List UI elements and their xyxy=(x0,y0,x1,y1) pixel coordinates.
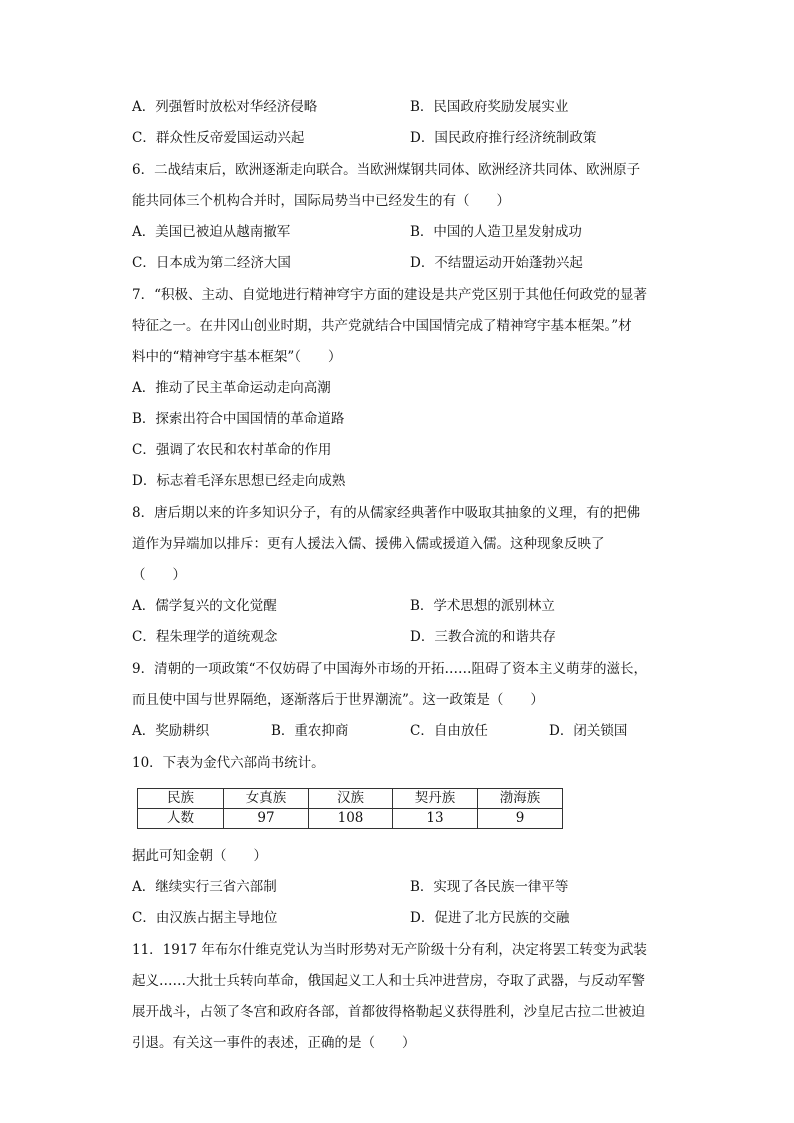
q6-option-a: A．美国已被迫从越南撤军 xyxy=(132,224,291,240)
table-cell: 人数 xyxy=(138,809,224,829)
table-header-cell: 汉族 xyxy=(309,789,393,809)
table-row xyxy=(138,809,563,829)
table-cell: 13 xyxy=(393,809,478,829)
table-cell: 108 xyxy=(309,809,393,829)
q6-stem-line1: 6．二战结束后，欧洲逐渐走向联合。当欧洲煤钢共同体、欧洲经济共同体、欧洲原子 xyxy=(132,162,641,178)
q6-option-b: B．中国的人造卫星发射成功 xyxy=(410,224,582,240)
q6-stem-line2: 能共同体三个机构合并时，国际局势当中已经发生的有（ ） xyxy=(132,193,510,209)
q9-stem-line2: 而且使中国与世界隔绝，逐渐落后于世界潮流”。这一政策是（ ） xyxy=(132,692,544,708)
q6-option-c: C．日本成为第二经济大国 xyxy=(132,255,291,271)
q9-stem-line1: 9．清朝的一项政策“不仅妨碍了中国海外市场的开拓……阻碍了资本主义萌芽的滋长， xyxy=(132,661,647,677)
table-cell: 9 xyxy=(478,809,563,829)
q5-option-c: C．群众性反帝爱国运动兴起 xyxy=(132,130,305,146)
q9-option-a: A．奖励耕织 xyxy=(132,723,210,739)
q7-option-d: D．标志着毛泽东思想已经走向成熟 xyxy=(132,473,346,489)
q5-option-a: A．列强暂时放松对华经济侵略 xyxy=(132,99,318,115)
table-header-cell: 契丹族 xyxy=(393,789,478,809)
q8-stem-line1: 8．唐后期以来的许多知识分子，有的从儒家经典著作中吸取其抽象的义理，有的把佛 xyxy=(132,505,641,521)
table-cell: 97 xyxy=(224,809,309,829)
q8-stem-line3: （ ） xyxy=(132,567,186,583)
q11-stem-line1: 11．1917 年布尔什维克党认为当时形势对无产阶级十分有利，决定将罢工转变为武装 xyxy=(132,942,647,958)
table-header-cell: 渤海族 xyxy=(478,789,563,809)
q9-option-c: C．自由放任 xyxy=(410,723,488,739)
q8-option-b: B．学术思想的派别林立 xyxy=(410,598,555,614)
q6-option-d: D．不结盟运动开始蓬勃兴起 xyxy=(410,255,583,271)
q7-option-b: B．探索出符合中国国情的革命道路 xyxy=(132,411,345,427)
q7-stem-line1: 7．“积极、主动、自觉地进行精神穹宇方面的建设是共产党区别于其他任何政党的显著 xyxy=(132,287,647,303)
q10-option-c: C．由汉族占据主导地位 xyxy=(132,910,278,926)
q11-stem-line4: 引退。有关这一事件的表述，正确的是（ ） xyxy=(132,1035,416,1051)
q5-option-b: B．民国政府奖励发展实业 xyxy=(410,99,569,115)
q7-stem-line2: 特征之一。在井冈山创业时期，共产党就结合中国国情完成了精神穹宇基本框架。”材 xyxy=(132,318,632,334)
q10-option-b: B．实现了各民族一律平等 xyxy=(410,879,569,895)
table-header-cell: 女真族 xyxy=(224,789,309,809)
table-header-cell: 民族 xyxy=(138,789,224,809)
q10-data-table xyxy=(137,788,563,829)
q11-stem-line2: 起义……大批士兵转向革命，俄国起义工人和士兵冲进营房，夺取了武器，与反动军警 xyxy=(132,973,645,989)
q8-option-a: A．儒学复兴的文化觉醒 xyxy=(132,598,277,614)
q7-stem-line3: 料中的“精神穹宇基本框架”（ ） xyxy=(132,349,342,365)
q8-option-d: D．三教合流的和谐共存 xyxy=(410,629,556,645)
q8-option-c: C．程朱理学的道统观念 xyxy=(132,629,278,645)
q7-option-c: C．强调了农民和农村革命的作用 xyxy=(132,442,332,458)
q8-stem-line2: 道作为异端加以排斥：更有人援法入儒、援佛入儒或援道入儒。这种现象反映了 xyxy=(132,536,605,552)
q10-option-a: A．继续实行三省六部制 xyxy=(132,879,277,895)
table-header-row xyxy=(138,789,563,809)
q10-option-d: D．促进了北方民族的交融 xyxy=(410,910,570,926)
q5-option-d: D．国民政府推行经济统制政策 xyxy=(410,130,597,146)
q10-stem-line2: 据此可知金朝（ ） xyxy=(132,848,267,864)
q9-option-d: D．闭关锁国 xyxy=(549,723,628,739)
q9-option-b: B．重农抑商 xyxy=(271,723,349,739)
q10-stem: 10．下表为金代六部尚书统计。 xyxy=(132,755,325,771)
q7-option-a: A．推动了民主革命运动走向高潮 xyxy=(132,380,331,396)
q11-stem-line3: 展开战斗，占领了冬宫和政府各部，首都彼得格勒起义获得胜利，沙皇尼古拉二世被迫 xyxy=(132,1004,645,1020)
